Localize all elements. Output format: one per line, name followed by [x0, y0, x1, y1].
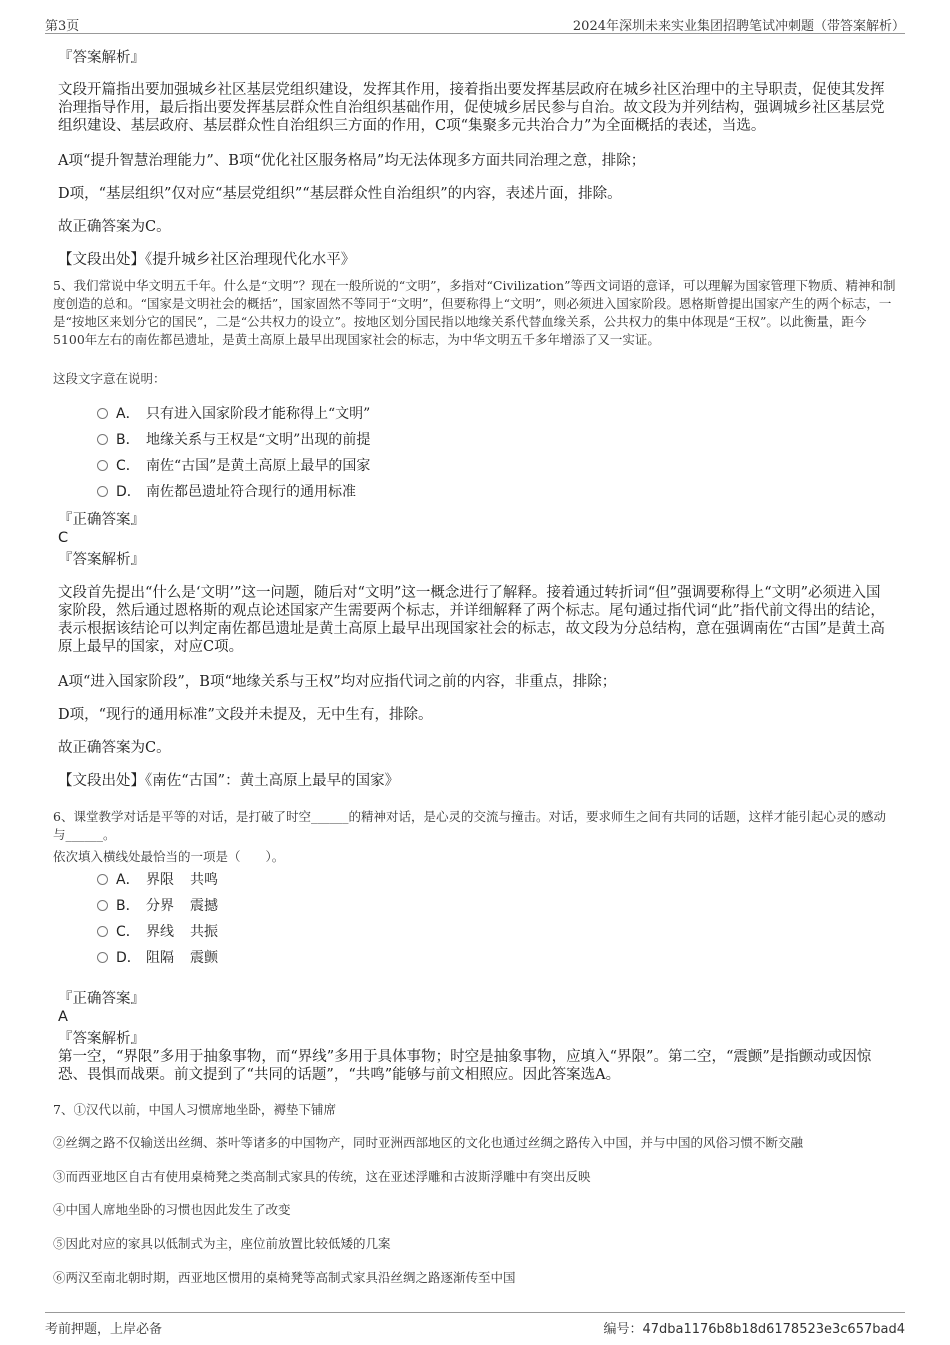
q7-sentence-1: 7、①汉代以前，中国人习惯席地坐卧，褥垫下铺席 — [53, 1102, 336, 1117]
q5-correct-label: 『正确答案』 — [58, 512, 145, 528]
q6-option-a[interactable]: A． 界限 共鸣 — [97, 870, 218, 890]
q6-option-c[interactable]: C． 界线 共振 — [97, 922, 218, 942]
q5-analysis-para2: A项“进入国家阶段”，B项“地缘关系与王权”均对应指代词之前的内容，非重点，排除； — [58, 674, 617, 690]
radio-icon[interactable] — [97, 874, 108, 885]
q5-analysis-para1: 文段首先提出“什么是‘文明’”这一问题，随后对“文明”这一概念进行了解释。接着通过转折词“但”强调要称得上“文明”必须进入国家阶段，然后通过恩格斯的观点论述国家产生需要两个标志，并详细解释了两个标志。尾句通过指代词“此”指代前文得出的结论，表示根据该结论可以判定南佐都邑遗址是黄土高原上最早出现国家社会的标志，故文段为分总结构，意在强调南佐“古国”是黄土高原上最早的国家，对应C项。 — [58, 585, 885, 655]
q5-analysis-label: 『答案解析』 — [58, 552, 145, 568]
q5-option-b[interactable]: B． 地缘关系与王权是“文明”出现的前提 — [97, 430, 370, 450]
q6-analysis-para1: 第一空，“界限”多用于抽象事物，而“界线”多用于具体事物；时空是抽象事物，应填入“界限”。第二空，“震颤”是指颤动或因惊恐、畏惧而战栗。前文提到了“共同的话题”，“共鸣”能够与前文相照应。因此答案选A。 — [58, 1049, 872, 1083]
radio-icon[interactable] — [97, 900, 108, 911]
q6-analysis-label: 『答案解析』 — [58, 1031, 145, 1047]
footer-code: 编号：47dba1176b8b18d6178523e3c657bad4 — [603, 1322, 905, 1337]
q5-question: 这段文字意在说明： — [53, 371, 166, 386]
footer-slogan: 考前押题，上岸必备 — [45, 1322, 163, 1337]
document-title: 2024年深圳未来实业集团招聘笔试冲刺题（带答案解析） — [572, 19, 905, 34]
q4-analysis-para4: 故正确答案为C。 — [58, 219, 171, 235]
radio-icon[interactable] — [97, 434, 108, 445]
q4-source: 【文段出处】《提升城乡社区治理现代化水平》 — [58, 252, 356, 268]
q7-sentence-3: ③而西亚地区自古有使用桌椅凳之类高制式家具的传统，这在亚述浮雕和古波斯浮雕中有突出反映 — [53, 1169, 591, 1184]
q4-analysis-para1: 文段开篇指出要加强城乡社区基层党组织建设，发挥其作用，接着指出要发挥基层政府在城乡社区治理中的主导职责，促使其发挥治理指导作用，最后指出要发挥基层群众性自治组织基础作用，促使城乡居民参与自治。故文段为并列结构，强调城乡社区基层党组织建设、基层政府、基层群众性自治组织三方面的作用，C项“集聚多元共治合力”为全面概括的表述，当选。 — [58, 82, 885, 134]
radio-icon[interactable] — [97, 952, 108, 963]
radio-icon[interactable] — [97, 460, 108, 471]
q6-option-d[interactable]: D． 阻隔 震颤 — [97, 948, 218, 968]
q5-correct-answer: C — [58, 530, 69, 546]
q7-sentence-4: ④中国人席地坐卧的习惯也因此发生了改变 — [53, 1202, 291, 1217]
q5-stem: 5、我们常说中华文明五千年。什么是“文明”？现在一般所说的“文明”，多指对“Civilization”等西文词语的意译，可以理解为国家管理下物质、精神和制度创造的总和。“国家是文明社会的概括”，国家固然不等同于“文明”，但要称得上“文明”，则必须进入国家阶段。恩格斯曾提出国家产生的两个标志，一是“按地区来划分它的国民”，二是“公共权力的设立”。按地区划分国民指以地缘关系代替血缘关系，公共权力的集中体现是“王权”。以此衡量，距今5100年左右的南佐都邑遗址，是黄土高原上最早出现国家社会的标志，为中华文明五千多年增添了又一实证。 — [53, 278, 896, 347]
q7-sentence-5: ⑤因此对应的家具以低制式为主，座位前放置比较低矮的几案 — [53, 1236, 391, 1251]
q5-option-c[interactable]: C． 南佐“古国”是黄土高原上最早的国家 — [97, 456, 370, 476]
radio-icon[interactable] — [97, 486, 108, 497]
radio-icon[interactable] — [97, 926, 108, 937]
q6-stem: 6、课堂教学对话是平等的对话，是打破了时空______的精神对话，是心灵的交流与撞击。对话，要求师生之间有共同的话题，这样才能引起心灵的感动与______。 — [53, 809, 886, 842]
q6-correct-answer: A — [58, 1009, 68, 1025]
page-footer — [45, 1312, 905, 1335]
q5-analysis-para3: D项，“现行的通用标准”文段并未提及，无中生有，排除。 — [58, 707, 433, 723]
q4-analysis-label: 『答案解析』 — [58, 50, 145, 66]
q7-sentence-6: ⑥两汉至南北朝时期，西亚地区惯用的桌椅凳等高制式家具沿丝绸之路逐渐传至中国 — [53, 1270, 516, 1285]
q5-source: 【文段出处】《南佐“古国”：黄土高原上最早的国家》 — [58, 773, 400, 789]
q4-analysis-para2: A项“提升智慧治理能力”、B项“优化社区服务格局”均无法体现多方面共同治理之意，排除； — [58, 153, 646, 169]
q6-correct-label: 『正确答案』 — [58, 991, 145, 1007]
q6-question: 依次填入横线处最恰当的一项是（ ）。 — [53, 849, 285, 864]
q5-analysis-para4: 故正确答案为C。 — [58, 740, 171, 756]
q4-analysis-para3: D项，“基层组织”仅对应“基层党组织”“基层群众性自治组织”的内容，表述片面，排除。 — [58, 186, 622, 202]
page-header — [45, 13, 905, 34]
q5-option-a[interactable]: A． 只有进入国家阶段才能称得上“文明” — [97, 404, 370, 424]
q5-option-d[interactable]: D． 南佐都邑遗址符合现行的通用标准 — [97, 482, 356, 502]
q6-option-b[interactable]: B． 分界 震撼 — [97, 896, 218, 916]
radio-icon[interactable] — [97, 408, 108, 419]
page-number: 第3页 — [45, 19, 80, 34]
q7-sentence-2: ②丝绸之路不仅输送出丝绸、茶叶等诸多的中国物产，同时亚洲西部地区的文化也通过丝绸之路传入中国，并与中国的风俗习惯不断交融 — [53, 1135, 804, 1150]
